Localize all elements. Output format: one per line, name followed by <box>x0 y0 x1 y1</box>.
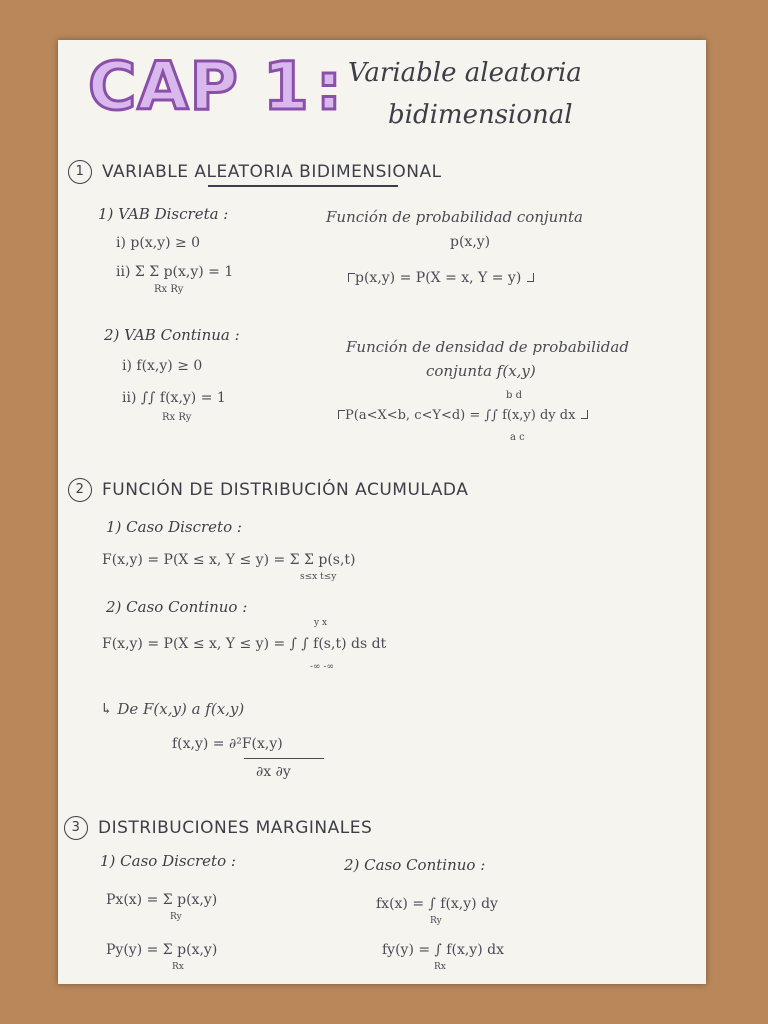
vab-discrete-cond-2-limits: Rx Ry <box>154 284 184 295</box>
fraction-bar <box>244 758 324 759</box>
marginal-px-formula: Px(x) = Σ p(x,y) <box>106 892 218 908</box>
marginal-py-limits: Rx <box>172 962 184 972</box>
section-1-underline <box>208 185 398 187</box>
joint-density-formula: P(a<X<b, c<Y<d) = ∫∫ f(x,y) dy dx <box>338 408 588 423</box>
marginal-fy-formula: fy(y) = ∫ f(x,y) dx <box>382 942 504 958</box>
joint-density-title: Función de densidad de probabilidad <box>346 338 629 356</box>
joint-probability-symbol: p(x,y) <box>450 234 491 250</box>
section-3-title: DISTRIBUCIONES MARGINALES <box>98 818 373 838</box>
cdf-continuous-label: 2) Caso Continuo : <box>106 598 248 616</box>
section-2-number: 2 <box>68 478 92 502</box>
section-1-number: 1 <box>68 160 92 184</box>
joint-density-lower-limits: a c <box>510 432 525 443</box>
cdf-discrete-limits: s≤x t≤y <box>300 572 337 582</box>
joint-probability-title: Función de probabilidad conjunta <box>326 208 583 226</box>
vab-discrete-label: 1) VAB Discreta : <box>98 205 229 223</box>
bracket-close <box>527 273 534 282</box>
marginal-fx-limits: Ry <box>430 916 442 926</box>
vab-continuous-cond-1: i) f(x,y) ≥ 0 <box>122 358 203 374</box>
cdf-continuous-lower-limits: -∞ -∞ <box>310 662 334 672</box>
vab-continuous-label: 2) VAB Continua : <box>104 326 240 344</box>
section-1-title: VARIABLE ALEATORIA BIDIMENSIONAL <box>102 162 442 182</box>
marginal-py-formula: Py(y) = Σ p(x,y) <box>106 942 218 958</box>
joint-probability-formula: p(x,y) = P(X = x, Y = y) <box>348 270 534 286</box>
section-1-heading <box>68 160 442 184</box>
marginal-px-limits: Ry <box>170 912 182 922</box>
vab-continuous-cond-2: ii) ∫∫ f(x,y) = 1 <box>122 390 226 406</box>
vab-discrete-cond-1: i) p(x,y) ≥ 0 <box>116 235 201 251</box>
notebook-page <box>58 40 706 984</box>
cdf-discrete-formula: F(x,y) = P(X ≤ x, Y ≤ y) = Σ Σ p(s,t) <box>102 552 356 568</box>
joint-density-subtitle: conjunta f(x,y) <box>426 362 536 380</box>
bracket-close <box>581 410 588 419</box>
section-3-number: 3 <box>64 816 88 840</box>
vab-discrete-cond-2: ii) Σ Σ p(x,y) = 1 <box>116 264 234 280</box>
cdf-continuous-upper-limits: y x <box>314 618 328 628</box>
cdf-discrete-label: 1) Caso Discreto : <box>106 518 242 536</box>
section-3-heading <box>64 816 372 840</box>
vab-continuous-cond-2-limits: Rx Ry <box>162 412 192 423</box>
chapter-subtitle-line1: Variable aleatoria <box>348 58 582 88</box>
marginal-discrete-label: 1) Caso Discreto : <box>100 852 236 870</box>
cdf-to-pdf-numerator: f(x,y) = ∂²F(x,y) <box>172 736 283 752</box>
marginal-fy-limits: Rx <box>434 962 446 972</box>
section-2-title: FUNCIÓN DE DISTRIBUCIÓN ACUMULADA <box>102 480 469 500</box>
marginal-fx-formula: fx(x) = ∫ f(x,y) dy <box>376 896 498 912</box>
cdf-to-pdf-label: ↳ De F(x,y) a f(x,y) <box>100 700 245 718</box>
cdf-to-pdf-denominator: ∂x ∂y <box>256 764 291 780</box>
joint-density-upper-limits: b d <box>506 390 522 401</box>
section-2-heading <box>68 478 468 502</box>
marginal-continuous-label: 2) Caso Continuo : <box>344 856 486 874</box>
cdf-continuous-formula: F(x,y) = P(X ≤ x, Y ≤ y) = ∫ ∫ f(s,t) ds dt <box>102 636 387 652</box>
chapter-subtitle-line2: bidimensional <box>388 100 573 130</box>
bracket-open <box>338 410 345 419</box>
chapter-title: CAP 1: <box>88 48 344 125</box>
bracket-open <box>348 273 355 282</box>
